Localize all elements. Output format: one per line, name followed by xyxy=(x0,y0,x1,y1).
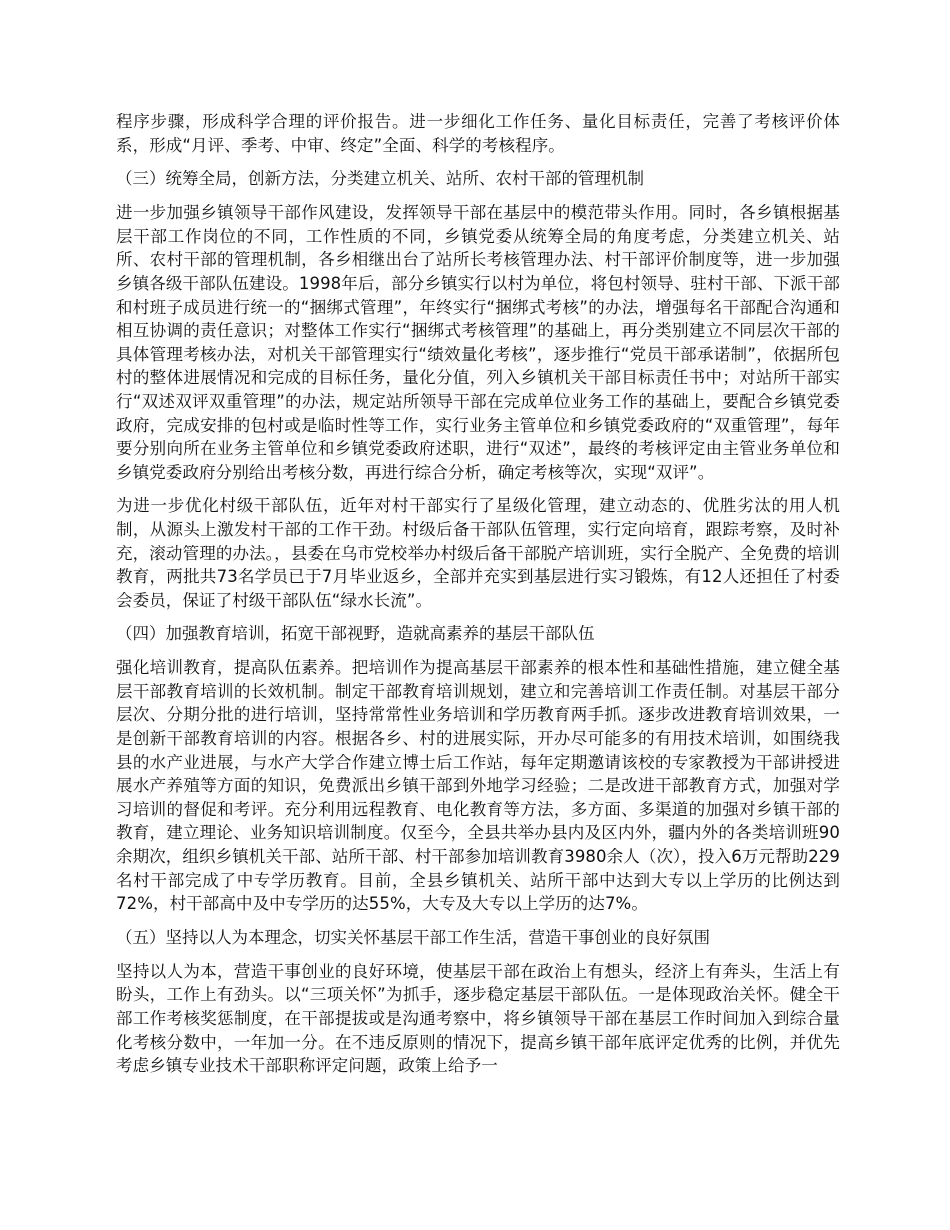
document-page xyxy=(116,110,840,1088)
paragraph-training: 强化培训教育，提高队伍素养。把培训作为提高基层干部素养的根本性和基础性措施，建立健全基层干部教育培训的长效机制。制定干部教育培训规划，建立和完善培训工作责任制。对基层干部分层次、分期分批的进行培训，坚持常常性业务培训和学历教育两手抓。逐步改进教育培训效果，一是创新干部教育培训的内容。根据各乡、村的进展实际，开办尽可能多的有用技术培训，如围绕我县的水产业进展，与水产大学合作建立博士后工作站，每年定期邀请该校的专家教授为干部讲授进展水产养殖等方面的知识，免费派出乡镇干部到外地学习经验；二是改进干部教育方式，加强对学习培训的督促和考评。充分利用远程教育、电化教育等方法，多方面、多渠道的加强对乡镇干部的教育，建立理论、业务知识培训制度。仅至今，全县共举办县内及区内外，疆内外的各类培训班90余期次，组织乡镇机关干部、站所干部、村干部参加培训教育3980余人（次），投入6万元帮助229名村干部完成了中专学历教育。目前，全县乡镇机关、站所干部中达到大专以上学历的比例达到72%，村干部高中及中专学历的达55%，大专及大专以上学历的达7%。 xyxy=(116,658,840,914)
paragraph-people-oriented: 坚持以人为本，营造干事创业的良好环境，使基层干部在政治上有想头，经济上有奔头，生活上有盼头，工作上有劲头。以“三项关怀”为抓手，逐步稳定基层干部队伍。一是体现政治关怀。健全干部工作考核奖惩制度，在干部提拔或是沟通考察中，将乡镇领导干部在基层工作时间加入到综合量化考核分数中，一年加一分。在不违反原则的情况下，提高乡镇干部年底评定优秀的比例，并优先考虑乡镇专业技术干部职称评定问题，政策上给予一 xyxy=(116,961,840,1076)
section-heading-4: （四）加强教育培训，拓宽干部视野，造就高素养的基层干部队伍 xyxy=(116,624,595,644)
paragraph-village-cadres: 为进一步优化村级干部队伍，近年对村干部实行了星级化管理，建立动态的、优胜劣汰的用人机制，从源头上激发村干部的工作干劲。村级后备干部队伍管理，实行定向培育，跟踪考察，及时补充，滚动管理的办法。，县委在乌市党校举办村级后备干部脱产培训班，实行全脱产、全免费的培训教育，两批共73名学员已于7月毕业返乡，全部并充实到基层进行实习锻炼，有12人还担任了村委会委员，保证了村级干部队伍“绿水长流”。 xyxy=(116,496,840,610)
section-heading-5: （五）坚持以人为本理念，切实关怀基层干部工作生活，营造干事创业的良好氛围 xyxy=(116,927,710,947)
section-heading-3: （三）统筹全局，创新方法，分类建立机关、站所、农村干部的管理机制 xyxy=(116,169,644,189)
paragraph-management-mechanism: 进一步加强乡镇领导干部作风建设，发挥领导干部在基层中的模范带头作用。同时，各乡镇根据基层干部工作岗位的不同，工作性质的不同，乡镇党委从统筹全局的角度考虑，分类建立机关、站所、农村干部的管理机制，各乡相继出台了站所长考核管理办法、村干部评价制度等，进一步加强乡镇各级干部队伍建设。1998年后，部分乡镇实行以村为单位，将包村领导、驻村干部、下派干部和村班子成员进行统一的“捆绑式管理”，年终实行“捆绑式考核”的办法，增强每名干部配合沟通和相互协调的责任意识；对整体工作实行“捆绑式考核管理”的基础上，再分类别建立不同层次干部的具体管理考核办法，对机关干部管理实行“绩效量化考核”，逐步推行“党员干部承诺制”，依据所包村的整体进展情况和完成的目标任务，量化分值，列入乡镇机关干部目标责任书中；对站所干部实行“双述双评双重管理”的办法，规定站所领导干部在完成单位业务工作的基础上，要配合乡镇党委政府，完成安排的包村或是临时性等工作，实行业务主管单位和乡镇党委政府的“双重管理”，每年要分别向所在业务主管单位和乡镇党委政府述职，进行“双述”，最终的考核评定由主管业务单位和乡镇党委政府分别给出考核分数，再进行综合分析，确定考核等次，实现“双评”。 xyxy=(116,203,840,482)
paragraph-evaluation-procedure: 程序步骤，形成科学合理的评价报告。进一步细化工作任务、量化目标责任，完善了考核评价体系，形成“月评、季考、中审、终定”全面、科学的考核程序。 xyxy=(116,112,840,155)
